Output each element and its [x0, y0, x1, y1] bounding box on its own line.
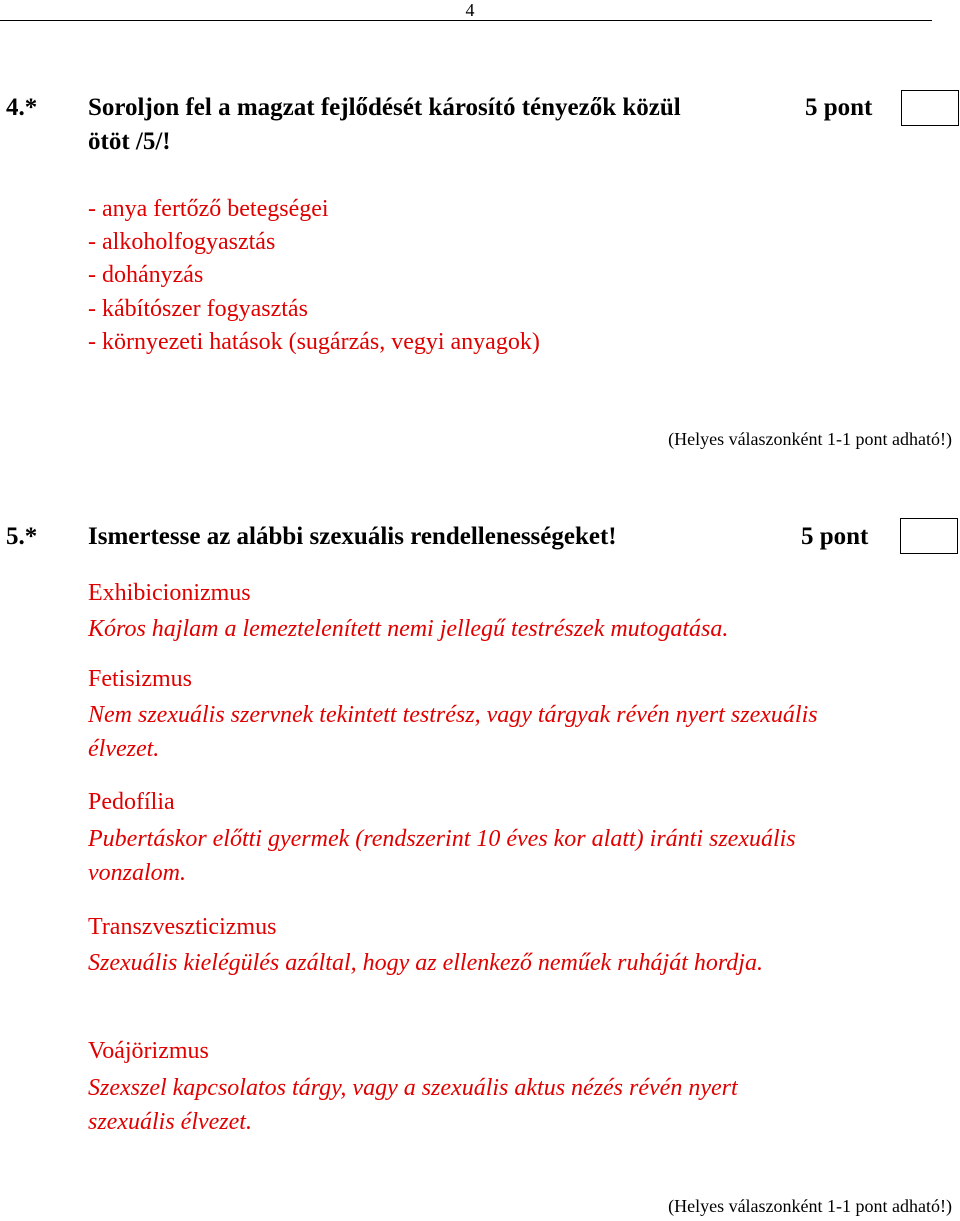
term-fetisizmus: Fetisizmus [88, 666, 193, 692]
page-number: 4 [465, 0, 475, 20]
question-4-score-box[interactable] [901, 90, 959, 126]
header-rule [0, 20, 932, 21]
term-pedofilia: Pedofília [88, 789, 175, 815]
definition-pedofilia: Pubertáskor előtti gyermek (rendszerint 10 éves kor alatt) iránti szexuális vonzalom. [88, 826, 796, 886]
definition-exhibicionizmus: Kóros hajlam a lemeztelenített nemi jellegű testrészek mutogatása. [88, 616, 729, 642]
answer-item: - kábítószer fogyasztás [88, 296, 308, 322]
question-5-text: Ismertesse az alábbi szexuális rendellenességeket! [88, 523, 617, 550]
definition-transzveszticizmus: Szexuális kielégülés azáltal, hogy az ellenkező neműek ruháját hordja. [88, 950, 763, 976]
term-exhibicionizmus: Exhibicionizmus [88, 580, 251, 606]
answer-item: - alkoholfogyasztás [88, 229, 276, 255]
question-5-scoring-note: (Helyes válaszonként 1-1 pont adható!) [668, 1196, 952, 1216]
definition-fetisizmus: Nem szexuális szervnek tekintett testrész, vagy tárgyak révén nyert szexuális élvezet. [88, 702, 818, 762]
answer-item: - dohányzás [88, 262, 204, 288]
question-5-number: 5.* [6, 523, 38, 550]
definition-voajorizmus: Szexszel kapcsolatos tárgy, vagy a szexuális aktus nézés révén nyert szexuális élvezet. [88, 1075, 738, 1135]
term-transzveszticizmus: Transzveszticizmus [88, 914, 277, 940]
question-5-score-box[interactable] [900, 518, 958, 554]
question-4-scoring-note: (Helyes válaszonként 1-1 pont adható!) [668, 429, 952, 449]
question-4-text-line1: Soroljon fel a magzat fejlődését károsító tényezők közül [88, 94, 681, 121]
question-4-text-line2: ötöt /5/! [88, 128, 171, 155]
question-4-number: 4.* [6, 94, 38, 121]
answer-item: - anya fertőző betegségei [88, 196, 329, 222]
answer-item: - környezeti hatások (sugárzás, vegyi anyagok) [88, 329, 540, 355]
question-5-points: 5 pont [801, 523, 869, 550]
question-4-points: 5 pont [805, 94, 873, 121]
term-voajorizmus: Voájörizmus [88, 1038, 209, 1064]
